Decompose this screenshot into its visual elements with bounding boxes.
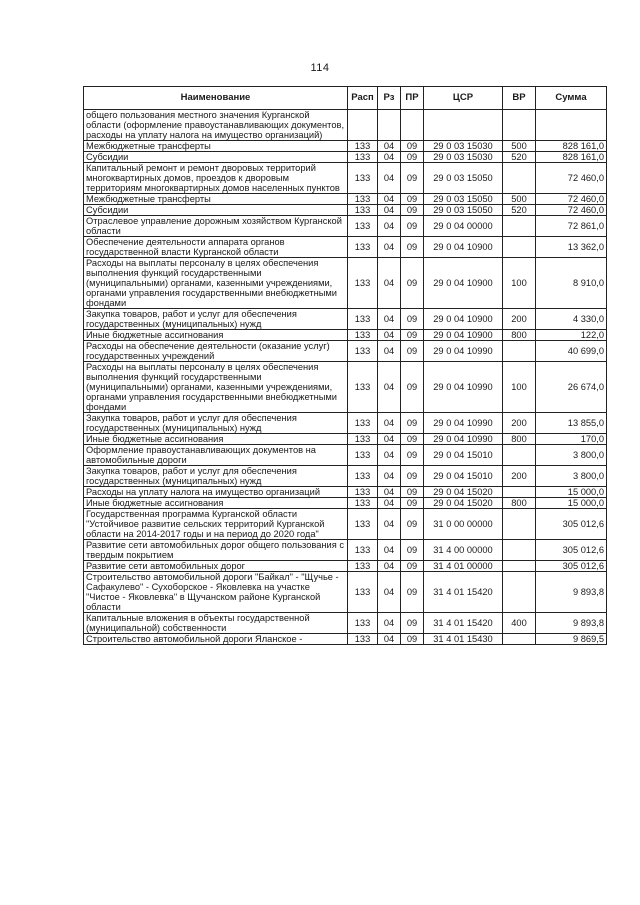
cell-csr: 31 0 00 00000 bbox=[424, 509, 503, 540]
cell-pr: 09 bbox=[401, 309, 424, 330]
cell-rasp: 133 bbox=[348, 205, 378, 216]
cell-name: Государственная программа Курганской области "Устойчивое развитие сельских территорий Курганской области на 2014-2017 годы и на период до 2020 года" bbox=[84, 509, 348, 540]
table-row bbox=[84, 613, 607, 634]
cell-rz: 04 bbox=[378, 572, 401, 613]
cell-csr bbox=[424, 110, 503, 141]
table-row bbox=[84, 309, 607, 330]
cell-rasp: 133 bbox=[348, 194, 378, 205]
cell-vr bbox=[503, 341, 536, 362]
cell-vr bbox=[503, 237, 536, 258]
cell-csr: 29 0 03 15050 bbox=[424, 194, 503, 205]
cell-rasp: 133 bbox=[348, 540, 378, 561]
cell-rasp: 133 bbox=[348, 613, 378, 634]
cell-rasp bbox=[348, 110, 378, 141]
cell-name: Расходы на обеспечение деятельности (оказание услуг) государственных учреждений bbox=[84, 341, 348, 362]
table-row bbox=[84, 509, 607, 540]
cell-vr bbox=[503, 561, 536, 572]
table-body bbox=[84, 110, 607, 645]
cell-rasp: 133 bbox=[348, 216, 378, 237]
cell-pr: 09 bbox=[401, 466, 424, 487]
cell-csr: 29 0 04 10900 bbox=[424, 309, 503, 330]
cell-csr: 29 0 04 15010 bbox=[424, 466, 503, 487]
cell-csr: 29 0 03 15050 bbox=[424, 205, 503, 216]
cell-pr: 09 bbox=[401, 194, 424, 205]
cell-pr: 09 bbox=[401, 634, 424, 645]
header-pr: ПР bbox=[401, 87, 424, 110]
cell-vr bbox=[503, 487, 536, 498]
cell-sum: 170,0 bbox=[536, 434, 607, 445]
cell-pr: 09 bbox=[401, 152, 424, 163]
cell-rz: 04 bbox=[378, 330, 401, 341]
table-row bbox=[84, 498, 607, 509]
cell-rasp: 133 bbox=[348, 258, 378, 309]
cell-sum: 305 012,6 bbox=[536, 561, 607, 572]
table-row bbox=[84, 634, 607, 645]
cell-name: Закупка товаров, работ и услуг для обеспечения государственных (муниципальных) нужд bbox=[84, 413, 348, 434]
cell-pr: 09 bbox=[401, 498, 424, 509]
budget-table bbox=[83, 86, 607, 645]
table-row bbox=[84, 572, 607, 613]
cell-name: Капитальный ремонт и ремонт дворовых территорий многоквартирных домов, проездов к дворовым территориям многоквартирных домов населенных пунктов bbox=[84, 163, 348, 194]
cell-rz: 04 bbox=[378, 205, 401, 216]
cell-sum: 828 161,0 bbox=[536, 152, 607, 163]
cell-rz bbox=[378, 110, 401, 141]
cell-pr: 09 bbox=[401, 341, 424, 362]
page-number: 114 bbox=[310, 62, 330, 74]
cell-vr: 800 bbox=[503, 330, 536, 341]
cell-vr bbox=[503, 445, 536, 466]
cell-csr: 29 0 04 10900 bbox=[424, 330, 503, 341]
cell-sum: 9 893,8 bbox=[536, 572, 607, 613]
cell-name: Капитальные вложения в объекты государственной (муниципальной) собственности bbox=[84, 613, 348, 634]
header-sum: Сумма bbox=[536, 87, 607, 110]
cell-vr: 520 bbox=[503, 205, 536, 216]
cell-csr: 29 0 04 10990 bbox=[424, 341, 503, 362]
cell-rz: 04 bbox=[378, 258, 401, 309]
table-row bbox=[84, 362, 607, 413]
cell-rz: 04 bbox=[378, 237, 401, 258]
cell-sum: 828 161,0 bbox=[536, 141, 607, 152]
cell-rz: 04 bbox=[378, 498, 401, 509]
table-row bbox=[84, 163, 607, 194]
cell-name: Межбюджетные трансферты bbox=[84, 194, 348, 205]
cell-sum: 3 800,0 bbox=[536, 466, 607, 487]
cell-pr: 09 bbox=[401, 434, 424, 445]
cell-sum: 72 460,0 bbox=[536, 163, 607, 194]
table-row bbox=[84, 216, 607, 237]
cell-csr: 29 0 03 15030 bbox=[424, 152, 503, 163]
cell-pr: 09 bbox=[401, 540, 424, 561]
header-csr: ЦСР bbox=[424, 87, 503, 110]
cell-csr: 29 0 04 10990 bbox=[424, 362, 503, 413]
table-row bbox=[84, 205, 607, 216]
cell-name: Субсидии bbox=[84, 205, 348, 216]
cell-csr: 29 0 04 00000 bbox=[424, 216, 503, 237]
cell-vr bbox=[503, 163, 536, 194]
cell-csr: 29 0 04 15020 bbox=[424, 487, 503, 498]
cell-rz: 04 bbox=[378, 309, 401, 330]
cell-rz: 04 bbox=[378, 216, 401, 237]
cell-name: Иные бюджетные ассигнования bbox=[84, 434, 348, 445]
cell-rz: 04 bbox=[378, 613, 401, 634]
cell-vr: 500 bbox=[503, 194, 536, 205]
table-row bbox=[84, 540, 607, 561]
cell-rasp: 133 bbox=[348, 466, 378, 487]
cell-rasp: 133 bbox=[348, 152, 378, 163]
cell-rz: 04 bbox=[378, 341, 401, 362]
cell-vr: 520 bbox=[503, 152, 536, 163]
cell-rasp: 133 bbox=[348, 341, 378, 362]
cell-vr bbox=[503, 572, 536, 613]
cell-rz: 04 bbox=[378, 466, 401, 487]
cell-name: Развитие сети автомобильных дорог bbox=[84, 561, 348, 572]
cell-sum: 305 012,6 bbox=[536, 509, 607, 540]
cell-csr: 29 0 04 15010 bbox=[424, 445, 503, 466]
cell-sum: 72 861,0 bbox=[536, 216, 607, 237]
cell-csr: 31 4 01 15420 bbox=[424, 613, 503, 634]
table-row bbox=[84, 152, 607, 163]
cell-rasp: 133 bbox=[348, 413, 378, 434]
cell-sum: 122,0 bbox=[536, 330, 607, 341]
cell-pr: 09 bbox=[401, 330, 424, 341]
cell-sum: 15 000,0 bbox=[536, 487, 607, 498]
cell-sum: 13 855,0 bbox=[536, 413, 607, 434]
cell-rasp: 133 bbox=[348, 509, 378, 540]
cell-csr: 29 0 03 15030 bbox=[424, 141, 503, 152]
cell-vr: 100 bbox=[503, 362, 536, 413]
cell-vr: 800 bbox=[503, 434, 536, 445]
cell-name: Иные бюджетные ассигнования bbox=[84, 330, 348, 341]
cell-rasp: 133 bbox=[348, 561, 378, 572]
cell-sum: 9 893,8 bbox=[536, 613, 607, 634]
cell-rz: 04 bbox=[378, 634, 401, 645]
table-row bbox=[84, 258, 607, 309]
cell-rasp: 133 bbox=[348, 330, 378, 341]
cell-rasp: 133 bbox=[348, 487, 378, 498]
cell-csr: 31 4 01 15420 bbox=[424, 572, 503, 613]
cell-rz: 04 bbox=[378, 561, 401, 572]
table-row bbox=[84, 110, 607, 141]
cell-sum: 72 460,0 bbox=[536, 205, 607, 216]
cell-csr: 29 0 03 15050 bbox=[424, 163, 503, 194]
cell-name: Отраслевое управление дорожным хозяйством Курганской области bbox=[84, 216, 348, 237]
cell-rz: 04 bbox=[378, 194, 401, 205]
cell-rz: 04 bbox=[378, 509, 401, 540]
cell-pr: 09 bbox=[401, 216, 424, 237]
cell-rasp: 133 bbox=[348, 445, 378, 466]
cell-name: Развитие сети автомобильных дорог общего пользования с твердым покрытием bbox=[84, 540, 348, 561]
cell-vr: 800 bbox=[503, 498, 536, 509]
table-row bbox=[84, 487, 607, 498]
cell-rz: 04 bbox=[378, 434, 401, 445]
cell-vr bbox=[503, 110, 536, 141]
cell-name: Строительство автомобильной дороги Яланское - bbox=[84, 634, 348, 645]
cell-vr: 400 bbox=[503, 613, 536, 634]
cell-name: Закупка товаров, работ и услуг для обеспечения государственных (муниципальных) нужд bbox=[84, 309, 348, 330]
cell-sum: 305 012,6 bbox=[536, 540, 607, 561]
cell-rz: 04 bbox=[378, 445, 401, 466]
cell-vr: 100 bbox=[503, 258, 536, 309]
cell-sum: 72 460,0 bbox=[536, 194, 607, 205]
cell-csr: 31 4 00 00000 bbox=[424, 540, 503, 561]
table-row bbox=[84, 141, 607, 152]
cell-sum: 4 330,0 bbox=[536, 309, 607, 330]
cell-rasp: 133 bbox=[348, 362, 378, 413]
cell-sum: 15 000,0 bbox=[536, 498, 607, 509]
cell-sum: 8 910,0 bbox=[536, 258, 607, 309]
cell-sum: 26 674,0 bbox=[536, 362, 607, 413]
cell-pr: 09 bbox=[401, 613, 424, 634]
cell-name: Строительство автомобильной дороги "Байкал" - "Щучье - Сафакулево" - Сухоборское - Яковлевка на участке "Чистое - Яковлевка" в Щучанском районе Курганской области bbox=[84, 572, 348, 613]
cell-vr: 200 bbox=[503, 413, 536, 434]
cell-vr: 200 bbox=[503, 466, 536, 487]
cell-sum bbox=[536, 110, 607, 141]
cell-rz: 04 bbox=[378, 487, 401, 498]
cell-sum: 3 800,0 bbox=[536, 445, 607, 466]
cell-rasp: 133 bbox=[348, 309, 378, 330]
cell-vr bbox=[503, 634, 536, 645]
cell-sum: 9 869,5 bbox=[536, 634, 607, 645]
table-row bbox=[84, 330, 607, 341]
cell-name: Расходы на выплаты персоналу в целях обеспечения выполнения функций государственными (муниципальными) органами, казенными учреждениями, органами управления государственными внебюджетными фондами bbox=[84, 258, 348, 309]
cell-csr: 29 0 04 10900 bbox=[424, 258, 503, 309]
cell-rz: 04 bbox=[378, 163, 401, 194]
cell-rz: 04 bbox=[378, 413, 401, 434]
cell-rz: 04 bbox=[378, 152, 401, 163]
cell-csr: 29 0 04 15020 bbox=[424, 498, 503, 509]
cell-rz: 04 bbox=[378, 540, 401, 561]
cell-pr: 09 bbox=[401, 572, 424, 613]
cell-sum: 13 362,0 bbox=[536, 237, 607, 258]
cell-pr: 09 bbox=[401, 237, 424, 258]
cell-name: Расходы на выплаты персоналу в целях обеспечения выполнения функций государственными (муниципальными) органами, казенными учреждениями, органами управления государственными внебюджетными фондами bbox=[84, 362, 348, 413]
header-rz: Рз bbox=[378, 87, 401, 110]
cell-vr: 500 bbox=[503, 141, 536, 152]
cell-pr bbox=[401, 110, 424, 141]
table-row bbox=[84, 445, 607, 466]
cell-rasp: 133 bbox=[348, 434, 378, 445]
cell-pr: 09 bbox=[401, 258, 424, 309]
table-row bbox=[84, 466, 607, 487]
cell-name: общего пользования местного значения Курганской области (оформление правоустанавливающих документов, расходы на уплату налога на имущество организаций) bbox=[84, 110, 348, 141]
table-row bbox=[84, 413, 607, 434]
cell-rasp: 133 bbox=[348, 498, 378, 509]
cell-pr: 09 bbox=[401, 487, 424, 498]
cell-pr: 09 bbox=[401, 163, 424, 194]
table-row bbox=[84, 237, 607, 258]
cell-pr: 09 bbox=[401, 445, 424, 466]
cell-pr: 09 bbox=[401, 362, 424, 413]
cell-name: Обеспечение деятельности аппарата органов государственной власти Курганской области bbox=[84, 237, 348, 258]
cell-name: Субсидии bbox=[84, 152, 348, 163]
cell-rasp: 133 bbox=[348, 141, 378, 152]
cell-pr: 09 bbox=[401, 561, 424, 572]
cell-pr: 09 bbox=[401, 509, 424, 540]
cell-vr bbox=[503, 509, 536, 540]
table-row bbox=[84, 194, 607, 205]
cell-vr bbox=[503, 540, 536, 561]
cell-vr: 200 bbox=[503, 309, 536, 330]
cell-name: Закупка товаров, работ и услуг для обеспечения государственных (муниципальных) нужд bbox=[84, 466, 348, 487]
cell-name: Межбюджетные трансферты bbox=[84, 141, 348, 152]
cell-csr: 31 4 01 15430 bbox=[424, 634, 503, 645]
cell-name: Иные бюджетные ассигнования bbox=[84, 498, 348, 509]
cell-pr: 09 bbox=[401, 413, 424, 434]
cell-rasp: 133 bbox=[348, 572, 378, 613]
cell-csr: 29 0 04 10990 bbox=[424, 413, 503, 434]
header-vr: ВР bbox=[503, 87, 536, 110]
cell-csr: 29 0 04 10990 bbox=[424, 434, 503, 445]
cell-csr: 29 0 04 10900 bbox=[424, 237, 503, 258]
cell-pr: 09 bbox=[401, 141, 424, 152]
cell-vr bbox=[503, 216, 536, 237]
cell-rasp: 133 bbox=[348, 634, 378, 645]
cell-name: Расходы на уплату налога на имущество организаций bbox=[84, 487, 348, 498]
cell-rz: 04 bbox=[378, 362, 401, 413]
header-name: Наименование bbox=[84, 87, 348, 110]
table-row bbox=[84, 341, 607, 362]
cell-rasp: 133 bbox=[348, 237, 378, 258]
cell-csr: 31 4 01 00000 bbox=[424, 561, 503, 572]
table-row bbox=[84, 561, 607, 572]
cell-name: Оформление правоустанавливающих документов на автомобильные дороги bbox=[84, 445, 348, 466]
table-header-row bbox=[84, 87, 607, 110]
table-row bbox=[84, 434, 607, 445]
cell-sum: 40 699,0 bbox=[536, 341, 607, 362]
cell-rz: 04 bbox=[378, 141, 401, 152]
header-rasp: Расп bbox=[348, 87, 378, 110]
cell-rasp: 133 bbox=[348, 163, 378, 194]
cell-pr: 09 bbox=[401, 205, 424, 216]
